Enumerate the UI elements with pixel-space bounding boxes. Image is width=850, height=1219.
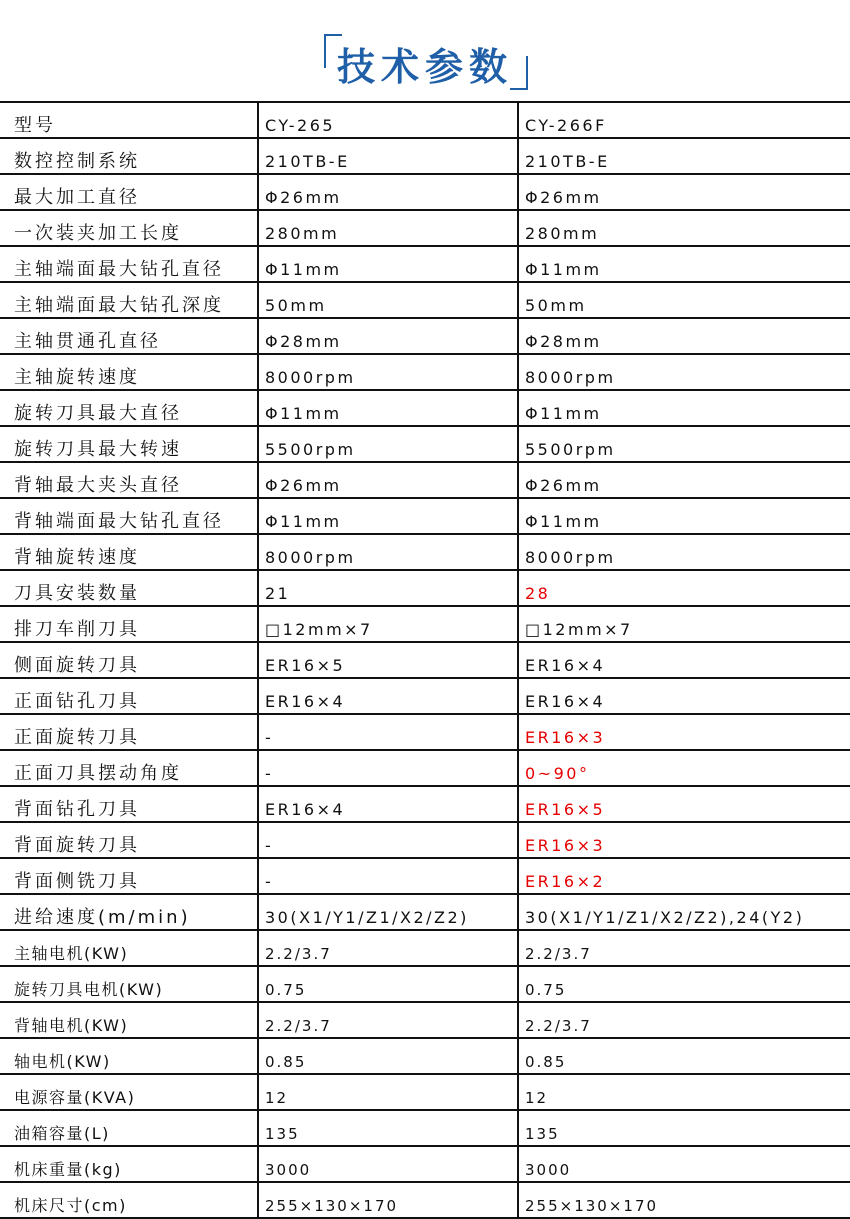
spec-value-cy-266f: 255×130×170: [518, 1182, 850, 1218]
spec-value-cy-265: 3000: [258, 1146, 518, 1182]
spec-value-cy-266f: 2.2/3.7: [518, 1002, 850, 1038]
spec-value-cy-265: Φ28mm: [258, 318, 518, 354]
table-row: [0, 210, 850, 246]
spec-value-cy-265: Φ11mm: [258, 498, 518, 534]
table-row: [0, 642, 850, 678]
spec-value-cy-266f: 12: [518, 1074, 850, 1110]
page-title: 技术参数: [336, 45, 513, 89]
spec-label: 主轴电机(KW): [0, 930, 258, 966]
spec-value-cy-265: □12mm×7: [258, 606, 518, 642]
table-row: [0, 318, 850, 354]
table-row: [0, 786, 850, 822]
spec-label: 主轴端面最大钻孔直径: [0, 246, 258, 282]
table-row: [0, 894, 850, 930]
spec-label: 刀具安装数量: [0, 570, 258, 606]
table-row: [0, 966, 850, 1002]
spec-value-cy-266f: 28: [518, 570, 850, 606]
spec-value-cy-266f: Φ26mm: [518, 174, 850, 210]
spec-label: 主轴端面最大钻孔深度: [0, 282, 258, 318]
spec-label: 排刀车削刀具: [0, 606, 258, 642]
spec-value-cy-265: 280mm: [258, 210, 518, 246]
spec-label: 背面侧铣刀具: [0, 858, 258, 894]
spec-value-cy-266f: ER16×2: [518, 858, 850, 894]
table-row: [0, 1182, 850, 1218]
spec-label: 一次装夹加工长度: [0, 210, 258, 246]
spec-value-cy-265: ER16×5: [258, 642, 518, 678]
spec-value-cy-266f: □12mm×7: [518, 606, 850, 642]
table-row: [0, 102, 850, 138]
table-row: [0, 534, 850, 570]
spec-label: 侧面旋转刀具: [0, 642, 258, 678]
spec-table-body: [0, 102, 850, 1218]
spec-label: 旋转刀具电机(KW): [0, 966, 258, 1002]
spec-label: 油箱容量(L): [0, 1110, 258, 1146]
spec-label: 电源容量(KVA): [0, 1074, 258, 1110]
spec-label: 旋转刀具最大直径: [0, 390, 258, 426]
spec-value-cy-266f: 8000rpm: [518, 534, 850, 570]
spec-label: 背面钻孔刀具: [0, 786, 258, 822]
spec-value-cy-265: Φ26mm: [258, 174, 518, 210]
table-row: [0, 1002, 850, 1038]
spec-value-cy-265: CY-265: [258, 102, 518, 138]
spec-value-cy-265: 12: [258, 1074, 518, 1110]
spec-value-cy-266f: ER16×5: [518, 786, 850, 822]
spec-value-cy-265: 21: [258, 570, 518, 606]
spec-label: 正面刀具摆动角度: [0, 750, 258, 786]
spec-value-cy-266f: 210TB-E: [518, 138, 850, 174]
spec-value-cy-265: -: [258, 822, 518, 858]
spec-value-cy-266f: 3000: [518, 1146, 850, 1182]
spec-value-cy-266f: 8000rpm: [518, 354, 850, 390]
spec-value-cy-266f: Φ11mm: [518, 246, 850, 282]
table-row: [0, 138, 850, 174]
table-row: [0, 498, 850, 534]
spec-value-cy-266f: 30(X1/Y1/Z1/X2/Z2),24(Y2): [518, 894, 850, 930]
spec-label: 正面旋转刀具: [0, 714, 258, 750]
table-row: [0, 174, 850, 210]
spec-value-cy-266f: 0.75: [518, 966, 850, 1002]
spec-value-cy-265: -: [258, 750, 518, 786]
spec-label: 主轴旋转速度: [0, 354, 258, 390]
table-row: [0, 390, 850, 426]
table-row: [0, 570, 850, 606]
spec-value-cy-266f: 0.85: [518, 1038, 850, 1074]
spec-value-cy-265: 210TB-E: [258, 138, 518, 174]
spec-value-cy-266f: 0~90°: [518, 750, 850, 786]
table-row: [0, 282, 850, 318]
spec-label: 机床重量(kg): [0, 1146, 258, 1182]
spec-value-cy-265: 5500rpm: [258, 426, 518, 462]
table-row: [0, 1146, 850, 1182]
spec-label: 旋转刀具最大转速: [0, 426, 258, 462]
spec-value-cy-265: 2.2/3.7: [258, 1002, 518, 1038]
table-row: [0, 858, 850, 894]
spec-value-cy-265: Φ11mm: [258, 246, 518, 282]
spec-value-cy-265: 30(X1/Y1/Z1/X2/Z2): [258, 894, 518, 930]
table-row: [0, 1038, 850, 1074]
spec-value-cy-266f: 135: [518, 1110, 850, 1146]
spec-label: 主轴贯通孔直径: [0, 318, 258, 354]
table-row: [0, 1074, 850, 1110]
spec-value-cy-265: Φ11mm: [258, 390, 518, 426]
spec-label: 数控控制系统: [0, 138, 258, 174]
title-bracket-bottom-right: [510, 56, 528, 90]
spec-value-cy-266f: 5500rpm: [518, 426, 850, 462]
spec-value-cy-266f: ER16×3: [518, 822, 850, 858]
table-row: [0, 714, 850, 750]
spec-value-cy-266f: ER16×4: [518, 642, 850, 678]
spec-label: 机床尺寸(cm): [0, 1182, 258, 1218]
spec-value-cy-265: -: [258, 714, 518, 750]
spec-value-cy-266f: ER16×4: [518, 678, 850, 714]
table-row: [0, 606, 850, 642]
spec-label: 背轴最大夹头直径: [0, 462, 258, 498]
spec-value-cy-265: 0.85: [258, 1038, 518, 1074]
spec-value-cy-266f: Φ11mm: [518, 390, 850, 426]
spec-value-cy-266f: Φ26mm: [518, 462, 850, 498]
spec-value-cy-265: -: [258, 858, 518, 894]
spec-value-cy-266f: ER16×3: [518, 714, 850, 750]
spec-value-cy-266f: Φ11mm: [518, 498, 850, 534]
spec-label: 背轴旋转速度: [0, 534, 258, 570]
spec-label: 最大加工直径: [0, 174, 258, 210]
table-row: [0, 1110, 850, 1146]
spec-value-cy-265: ER16×4: [258, 678, 518, 714]
spec-value-cy-266f: Φ28mm: [518, 318, 850, 354]
spec-table: [0, 101, 850, 1219]
spec-value-cy-266f: CY-266F: [518, 102, 850, 138]
spec-value-cy-266f: 2.2/3.7: [518, 930, 850, 966]
spec-label: 轴电机(KW): [0, 1038, 258, 1074]
spec-label: 型号: [0, 102, 258, 138]
spec-value-cy-266f: 280mm: [518, 210, 850, 246]
spec-label: 进给速度(m/min): [0, 894, 258, 930]
spec-value-cy-265: ER16×4: [258, 786, 518, 822]
spec-value-cy-265: 135: [258, 1110, 518, 1146]
spec-value-cy-265: 255×130×170: [258, 1182, 518, 1218]
table-row: [0, 750, 850, 786]
table-row: [0, 354, 850, 390]
spec-value-cy-265: Φ26mm: [258, 462, 518, 498]
spec-label: 背轴电机(KW): [0, 1002, 258, 1038]
spec-value-cy-266f: 50mm: [518, 282, 850, 318]
table-row: [0, 930, 850, 966]
spec-label: 背轴端面最大钻孔直径: [0, 498, 258, 534]
spec-value-cy-265: 8000rpm: [258, 354, 518, 390]
table-row: [0, 426, 850, 462]
spec-value-cy-265: 50mm: [258, 282, 518, 318]
table-row: [0, 822, 850, 858]
spec-value-cy-265: 2.2/3.7: [258, 930, 518, 966]
table-row: [0, 678, 850, 714]
spec-label: 正面钻孔刀具: [0, 678, 258, 714]
spec-label: 背面旋转刀具: [0, 822, 258, 858]
spec-value-cy-265: 0.75: [258, 966, 518, 1002]
table-row: [0, 462, 850, 498]
spec-value-cy-265: 8000rpm: [258, 534, 518, 570]
title-block: [0, 30, 850, 94]
table-row: [0, 246, 850, 282]
